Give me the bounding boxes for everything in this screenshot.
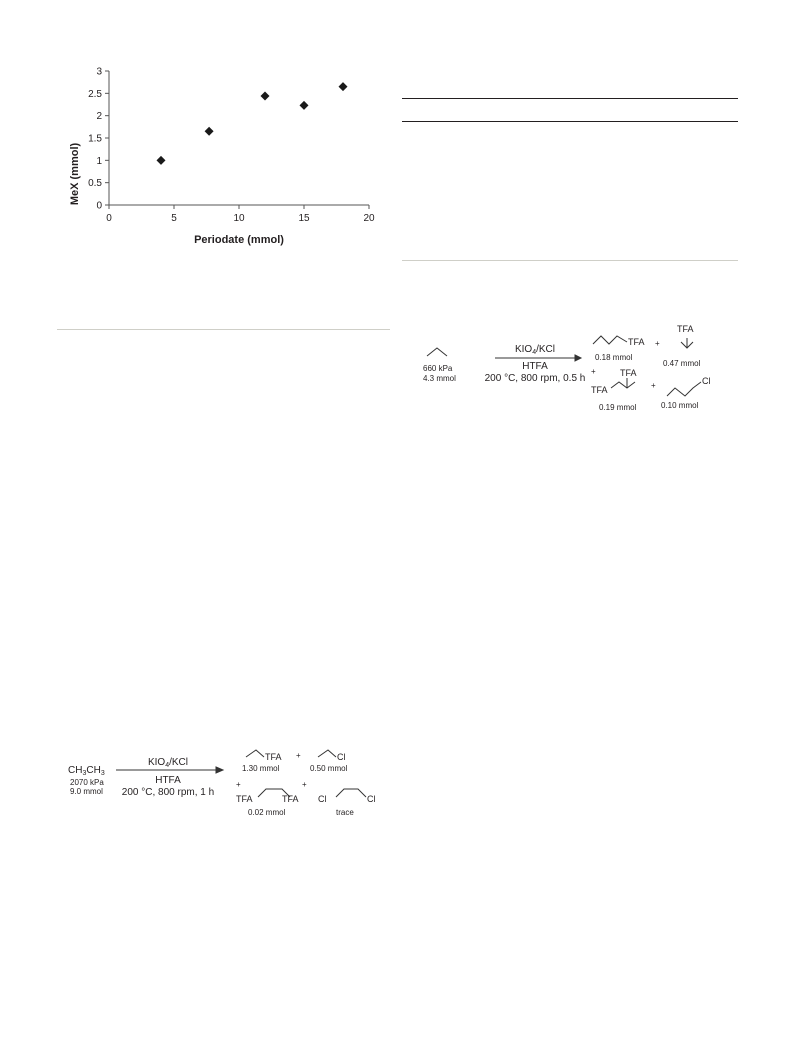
solvent-label: HTFA xyxy=(522,361,548,372)
product-1-amount: 1.30 mmol xyxy=(242,764,280,773)
reactant-formula: $CH_3CH_3$ xyxy=(68,765,105,777)
plus-sign: + xyxy=(651,381,656,390)
x-tick-label: 15 xyxy=(298,213,310,224)
section-divider xyxy=(402,260,738,261)
product-3-amount: 0.19 mmol xyxy=(599,403,637,412)
y-tick-label: 3 xyxy=(96,66,102,78)
reagent-label: $KIO_4$/KCl xyxy=(514,344,556,356)
reactant-pressure: 2070 kPa xyxy=(70,778,104,787)
product-2-skeleton xyxy=(318,750,336,757)
y-tick-label: 1 xyxy=(96,155,102,167)
table-header-rule xyxy=(402,121,738,122)
x-tick-label: 0 xyxy=(106,213,112,224)
product-2-amount: 0.50 mmol xyxy=(310,764,348,773)
product-1-group: TFA xyxy=(265,752,282,762)
plus-sign: + xyxy=(236,780,241,789)
table-top-rule xyxy=(402,98,738,99)
product-4-skeleton xyxy=(336,789,366,797)
reactant-amount: 9.0 mmol xyxy=(70,787,103,796)
product-4-amount: 0.10 mmol xyxy=(661,401,699,410)
product-4-skeleton xyxy=(667,382,701,396)
plus-sign: + xyxy=(591,367,596,376)
scatter-chart xyxy=(60,60,390,250)
y-tick-label: 0 xyxy=(96,200,102,212)
data-point xyxy=(205,127,214,136)
product-2-group: Cl xyxy=(337,752,346,762)
product-1-group: TFA xyxy=(628,337,645,347)
data-point xyxy=(261,92,270,101)
product-4-group-a: Cl xyxy=(318,794,327,804)
product-3-skeleton xyxy=(611,382,635,388)
x-tick-label: 10 xyxy=(233,213,245,224)
reaction-scheme-propane xyxy=(415,318,745,418)
y-tick-labels xyxy=(88,67,102,212)
product-2-group: TFA xyxy=(677,324,694,334)
product-3-amount: 0.02 mmol xyxy=(248,808,286,817)
data-point xyxy=(339,82,348,91)
figure-scatter-chart xyxy=(60,60,390,250)
x-axis-label: Periodate (mmol) xyxy=(194,234,284,246)
product-3-group-a: TFA xyxy=(236,794,253,804)
product-1-skeleton xyxy=(246,750,264,757)
reagent-label: $KIO_4$/KCl xyxy=(147,757,189,769)
x-tick-labels xyxy=(106,213,375,224)
chart-data-points xyxy=(157,82,348,165)
solvent-label: HTFA xyxy=(155,775,181,786)
product-4-amount: trace xyxy=(336,808,354,817)
data-point xyxy=(157,156,166,165)
plus-sign: + xyxy=(296,751,301,760)
y-tick-label: 2 xyxy=(96,111,102,123)
section-divider xyxy=(57,329,390,330)
y-axis-label: MeX (mmol) xyxy=(69,142,81,206)
product-3-group-b: TFA xyxy=(282,794,299,804)
reaction-scheme-ethane xyxy=(60,735,390,835)
conditions-label: 200 °C, 800 rpm, 0.5 h xyxy=(484,373,586,384)
y-tick-label: 2.5 xyxy=(88,88,102,100)
product-4-group: Cl xyxy=(702,376,711,386)
product-1-skeleton xyxy=(593,336,627,344)
plus-sign: + xyxy=(655,339,660,348)
arrow-head xyxy=(216,767,223,773)
x-tick-label: 5 xyxy=(171,213,177,224)
reactant-pressure: 660 kPa xyxy=(423,364,453,373)
y-tick-label: 1.5 xyxy=(88,133,102,145)
product-1-amount: 0.18 mmol xyxy=(595,353,633,362)
reactant-amount: 4.3 mmol xyxy=(423,374,456,383)
chart-axes xyxy=(105,71,369,209)
propane-skeleton xyxy=(427,348,447,356)
conditions-label: 200 °C, 800 rpm, 1 h xyxy=(121,787,215,798)
product-3-group-b: TFA xyxy=(620,368,637,378)
arrow-head xyxy=(575,355,581,361)
x-tick-label: 20 xyxy=(363,213,375,224)
data-point xyxy=(300,101,309,110)
plus-sign: + xyxy=(302,780,307,789)
y-tick-label: 0.5 xyxy=(88,178,102,190)
product-4-group-b: Cl xyxy=(367,794,376,804)
product-2-amount: 0.47 mmol xyxy=(663,359,701,368)
product-3-group-a: TFA xyxy=(591,385,608,395)
